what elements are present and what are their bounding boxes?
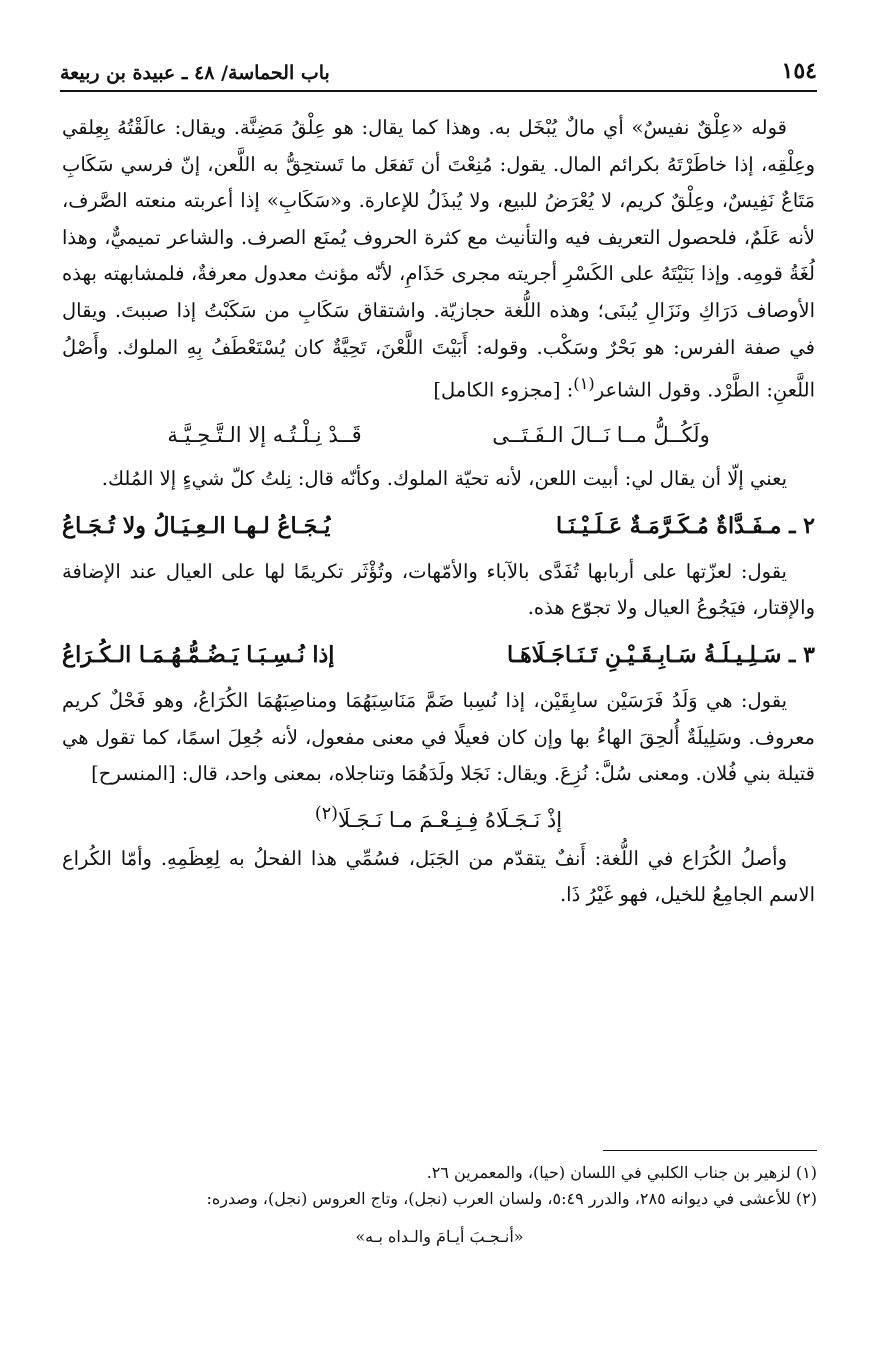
verse-second-hemistich: قَــدْ نِـلْـتُـه إلا الـتَّـحِـيَّـة [167, 422, 362, 447]
footnote-ref-1: (١) [573, 374, 595, 394]
verse-second-hemistich: يُـجَـاعُ لـهـا الـعِـيَـالُ ولا تُـجَـاعُ [62, 512, 331, 539]
running-head: باب الحماسة/ ٤٨ ـ عبيدة بن ربيعة [60, 62, 330, 84]
quoted-verse-4 [62, 793, 815, 841]
page-header [60, 56, 817, 92]
verse-text: إذْ نَـجَـلَاهُ فِـنِـعْـمَ مـا نَـجَـلَا [337, 807, 563, 832]
commentary-paragraph-2: يعني إلّا أن يقال لي: أبيت اللعن، لأنه تحيّة الملوك. وكأنّه قال: نِلتُ كلّ شيءٍ إلا المُلك. [101, 467, 787, 491]
page-number: ١٥٤ [781, 58, 817, 84]
footnote-divider [603, 1150, 817, 1151]
commentary-paragraph-3: يقول: لعزّتها على أربابها تُفَدَّى بالآباء والأمّهات، وتُؤْثَر تكريمًا لها على العيال عند الإضافة والإقتار، فيَجُوعُ العيال ولا تجوّع هذه. [62, 559, 815, 620]
commentary-text: قوله «عِلْقٌ نفيسٌ» أي مالٌ يُبْخَل به. وهذا كما يقال: هو عِلْقُ مَضِنَّة. ويقال: عالَقْتُهُ بِعِلقي وعِلْقِه، إذا خاطَرْتَهُ بكرائم المال. يقول: مُنِعْتَ أن تَفعَل ما تَستحِقُّ به اللَّعن، إنّ فرسي سَكَابِ مَتَاعٌ نَفِيسٌ، وعِلْقٌ كريم، لا يُعْرَضُ للبيع، ولا يُبذَلُ للإعارة. و«سَكَابِ» إذا أعربته منعته الصَّرف، لأنه عَلَمٌ، فلحصول التعريف فيه والتأنيث مع كثرة الحروف يُمنَع الصرف. والشاعر تميميٌّ، وهذا لُغَةُ قومِه. وإذا بَنَيْتَهُ على الكَسْرِ أجريته مجرى حَذَامِ، لأنّه مؤنث معدول معرفةٌ، فلمشابهته بهذه الأوصاف دَرَاكِ ونَزَالِ يُبنَى؛ وهذه اللُّغة حجازيّة. واشتقاق سَكَابِ من سَكَبْتُ إذا صببتَ. ويقال في صفة الفرس: هو بَحْرٌ وسَكْب. وقوله: أَبَيْتَ اللَّعْنَ، تَحِيَّةٌ كان يُسْتَعْطَفُ بِهِ الملوك. وأَصْلُ اللَّعنِ: الطَّرْد. وقول الشاعر [62, 116, 815, 402]
footnotes [62, 1160, 817, 1250]
poem-verse-3 [62, 627, 815, 683]
quoted-verse-1 [62, 409, 815, 461]
commentary-paragraph-5: وأصلُ الكُرَاع في اللُّغة: أَنفٌ يتقدّم من الجَبَل، فسُمِّي هذا الفحلُ به لِعِظَمِهِ. وأمّا الكُراع الاسم الجامِعُ للخيل، فهو غَيْرُ ذَا. [62, 846, 815, 907]
commentary-paragraph-1 [62, 110, 815, 409]
page-body [62, 110, 815, 914]
meter-label: : [مجزوء الكامل] [433, 378, 574, 402]
poem-verse-2 [62, 498, 815, 554]
footnote-ref-2: (٢) [314, 803, 338, 824]
verse-first-hemistich: ٢ ـ مـفَـدَّاةٌ مُـكَـرَّمَـةٌ عَـلَـيْـنَـا [555, 512, 815, 539]
verse-first-hemistich: ٣ ـ سَـلِـيـلَـةُ سَـابِـقَـيْـنِ تَـنَـاجَـلَاهَـا [507, 641, 815, 668]
verse-hemistich [315, 796, 562, 839]
commentary-paragraph-4: يقول: هي وَلَدُ فَرَسَيْن سابِقَيْن، إذا نُسِبا ضَمَّ مَنَاسِبَهُمَا ومناصِبَهُمَا الكُرَاعُ، وهو فَحْلٌ كريم معروف. وسَلِيلَةٌ أُلحِقَ الهاءُ بها وإن كان فعيلًا في معنى مفعول، لأنه جُعِلَ اسمًا، كما تقول هي قتيلة بني فُلان. ومعنى سُلَّ: نُزِعَ. ويقال: نَجَلا ولَدَهُمَا وتناجلاه، بمعنى واحد، قال: [المنسرح] [62, 689, 815, 786]
footnote-2-verse: «أنـجـبَ أيـامَ والـداه بـه» [355, 1227, 524, 1246]
verse-first-hemistich: ولَكُــلُّ مــا نَــالَ الـفَـتَــى [492, 422, 710, 447]
footnote-2: (٢) للأعشى في ديوانه ٢٨٥، والدرر ٥:٤٩، ولسان العرب (نجل)، وتاج العروس (نجل)، وصدره: [206, 1189, 817, 1208]
footnote-1: (١) لزهير بن جناب الكلبي في اللسان (حيا)، والمعمرين ٢٦. [426, 1163, 817, 1182]
verse-second-hemistich: إذا نُـسِـبَـا يَـضُـمُّـهُـمَـا الـكُـرَاعُ [62, 641, 335, 668]
